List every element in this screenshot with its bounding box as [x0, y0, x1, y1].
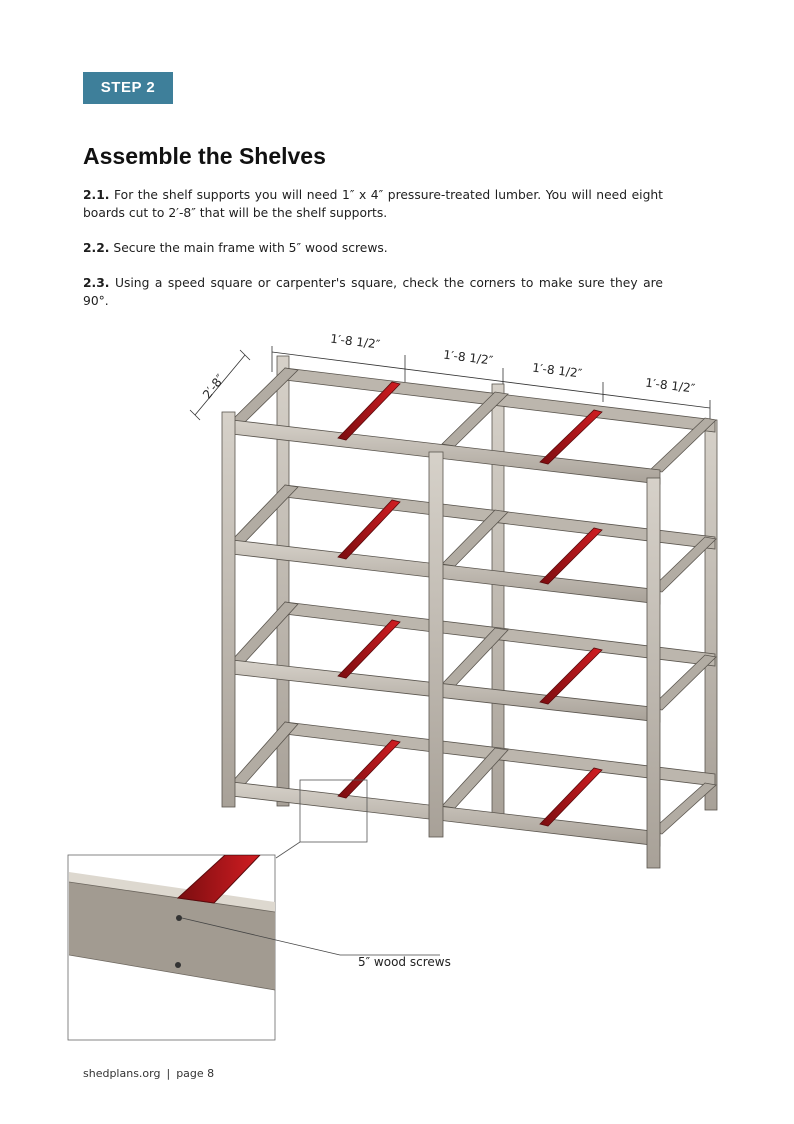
shelf-frame	[222, 356, 717, 868]
shelf-level-3	[232, 602, 716, 722]
detail-marker	[300, 780, 367, 842]
page-title: Assemble the Shelves	[83, 143, 326, 169]
footer-site: shedplans.org	[83, 1067, 161, 1080]
shelf-level-1	[232, 368, 716, 484]
shelf-level-4	[232, 722, 716, 846]
shelf-level-2	[232, 485, 716, 604]
paragraph-number: 2.2.	[83, 241, 110, 255]
footer	[83, 1067, 214, 1080]
callout-wood-screws: 5″ wood screws	[358, 955, 451, 969]
step-badge: STEP 2	[83, 72, 173, 104]
footer-page: page 8	[176, 1067, 215, 1080]
paragraph-number: 2.1.	[83, 188, 110, 202]
paragraph-text: For the shelf supports you will need 1″ x 4″ pressure-treated lumber. You will need eight boards cut to 2′-8″ that will be the shelf supports.	[83, 188, 663, 220]
paragraph-text: Using a speed square or carpenter's square, check the corners to make sure they are 90°.	[83, 276, 663, 308]
dimension-depth: 2′-8″	[199, 371, 228, 402]
paragraph-text: Secure the main frame with 5″ wood screws.	[113, 241, 388, 255]
dimension-bay-1: 1′-8 1/2″	[329, 331, 381, 352]
footer-separator: |	[166, 1067, 171, 1080]
dimension-bay-2: 1′-8 1/2″	[442, 347, 494, 368]
detail-inset	[68, 855, 275, 1040]
dimension-bay-4: 1′-8 1/2″	[644, 375, 696, 396]
paragraph-number: 2.3.	[83, 276, 110, 290]
dimension-bay-3: 1′-8 1/2″	[531, 360, 583, 381]
